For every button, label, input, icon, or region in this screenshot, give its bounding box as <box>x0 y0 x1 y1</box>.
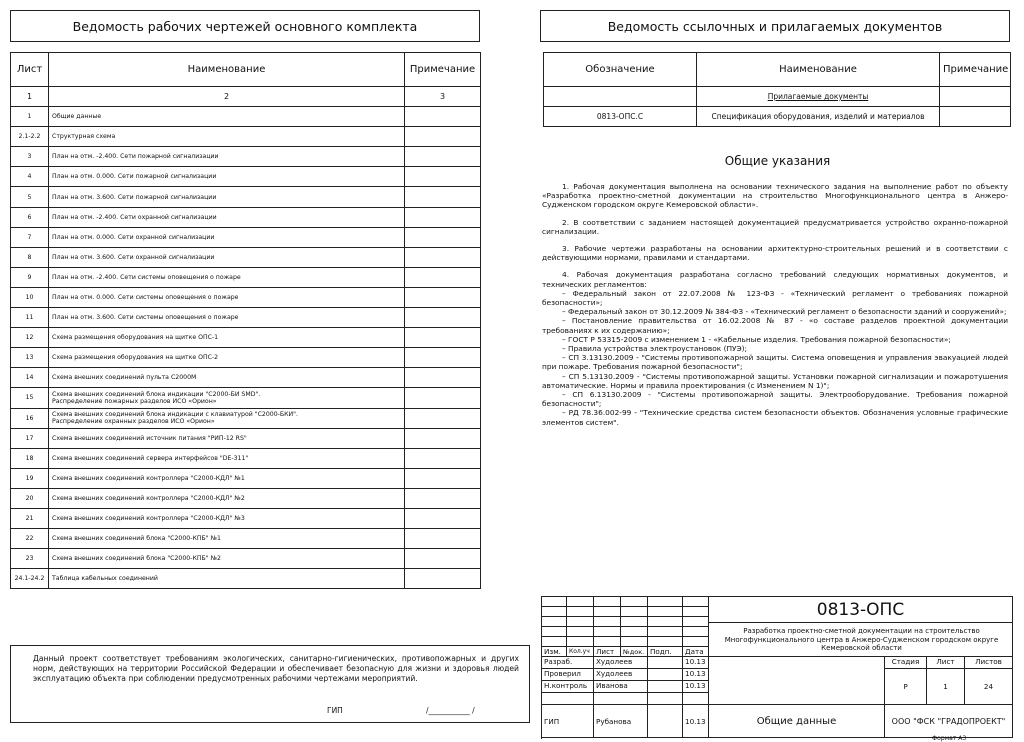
register-sheet-name: Схема внешних соединений контроллера "С2000-КДЛ" №1 <box>49 468 405 488</box>
stamp-col-count: Кол.уч <box>567 647 594 657</box>
register-sheet-number: 12 <box>11 328 49 348</box>
register-sheet-note <box>405 388 481 408</box>
general-note-4: 4. Рабочая документация разработана согласно требований следующих нормативных документов, и технических регламентов: <box>542 270 1008 289</box>
register-sheet-note <box>405 167 481 187</box>
register-row <box>11 368 481 388</box>
organization: ООО "ФСК "ГРАДОПРОЕКТ" <box>885 705 1013 738</box>
document-code: 0813-ОПС <box>709 597 1013 623</box>
signature-line: /___________ / <box>426 706 475 715</box>
date-developer: 10.13 <box>683 657 709 669</box>
register-sheet-name: Схема внешних соединений блока "С2000-КПБ" №2 <box>49 549 405 569</box>
register-sheet-note <box>405 529 481 549</box>
register-sheet-name: План на отм. 3.600. Сети охранной сигнализации <box>49 247 405 267</box>
register-row <box>11 287 481 307</box>
register-row <box>11 127 481 147</box>
register-sheet-number: 10 <box>11 287 49 307</box>
register-sheet-number: 6 <box>11 207 49 227</box>
title-block <box>541 596 1013 739</box>
chief-engineer-label: ГИП <box>327 706 343 715</box>
header-sheet: Лист <box>11 53 49 87</box>
stamp-col-sign: Подп. <box>648 647 683 657</box>
register-sheet-note <box>405 549 481 569</box>
register-row <box>11 408 481 428</box>
references-table <box>543 52 1011 127</box>
register-row <box>11 448 481 468</box>
register-row <box>11 167 481 187</box>
register-sheet-note <box>405 488 481 508</box>
regulation-item: – СП 6.13130.2009 - "Системы противопожарной защиты. Электрооборудование. Требования пожарной безопасности"; <box>542 390 1008 409</box>
register-sheet-number: 3 <box>11 147 49 167</box>
register-sheet-name: План на отм. 3.600. Сети пожарной сигнализации <box>49 187 405 207</box>
register-row <box>11 508 481 528</box>
register-sheet-name: План на отм. -2.400. Сети пожарной сигнализации <box>49 147 405 167</box>
register-sheet-note <box>405 107 481 127</box>
stamp-col-sheet: Лист <box>594 647 621 657</box>
references-row <box>544 107 1011 127</box>
register-sheet-number: 22 <box>11 529 49 549</box>
register-sheet-note <box>405 267 481 287</box>
register-sheet-name: Схема внешних соединений сервера интерфейсов "DE-311" <box>49 448 405 468</box>
register-sheet-number: 8 <box>11 247 49 267</box>
register-row <box>11 428 481 448</box>
register-sheet-number: 13 <box>11 348 49 368</box>
regulation-item: – Правила устройства электроустановок (ПУЭ); <box>562 344 748 354</box>
register-sheet-note <box>405 348 481 368</box>
register-sheet-number: 18 <box>11 448 49 468</box>
role-developer: Разраб. <box>542 657 594 669</box>
regulation-item: – ГОСТ Р 53315-2009 с изменением 1 - «Кабельные изделия. Требования пожарной безопасности»; <box>562 334 951 344</box>
register-row <box>11 267 481 287</box>
general-notes-body <box>542 182 1008 427</box>
register-row <box>11 488 481 508</box>
register-sheet-name: Схема внешних соединений источник питания "РИП-12 RS" <box>49 428 405 448</box>
register-sheet-note <box>405 428 481 448</box>
general-note-1: 1. Рабочая документация выполнена на основании технического задания на выполнение работ по объекту «Разработка проектно-сметной документации на строительство Многофункционального центра в Анжеро-Судженском городском округе Кемеровской области». <box>542 182 1008 210</box>
register-row <box>11 549 481 569</box>
ref-name: Спецификация оборудования, изделий и материалов <box>697 107 940 127</box>
date-norm-control: 10.13 <box>683 681 709 693</box>
register-sheet-name: Схема внешних соединений контроллера "С2000-КДЛ" №2 <box>49 488 405 508</box>
register-sheet-note <box>405 448 481 468</box>
register-sheet-note <box>405 287 481 307</box>
register-sheet-note <box>405 227 481 247</box>
register-row <box>11 227 481 247</box>
stage-value: Р <box>885 669 927 705</box>
register-title: Ведомость рабочих чертежей основного комплекта <box>10 10 480 42</box>
role-norm-control: Н.контроль <box>542 681 594 693</box>
register-row <box>11 107 481 127</box>
register-sheet-name: Схема размещения оборудования на щитке ОПС-2 <box>49 348 405 368</box>
regulation-item: – СП 5.13130.2009 - "Системы противопожарной защиты. Установки пожарной сигнализации и пожаротушения автоматические. Нормы и правила проектирования (с Изменением N 1)"; <box>542 371 1008 390</box>
register-sheet-number: 5 <box>11 187 49 207</box>
stamp-col-date: Дата <box>683 647 709 657</box>
project-title: Разработка проектно-сметной документации на строительство Многофункционального центра в Анжеро-Судженском городском округе Кемеровской области <box>709 623 1013 657</box>
register-table <box>10 52 481 589</box>
register-header-row <box>11 53 481 87</box>
register-sheet-name <box>49 388 405 408</box>
register-sheet-number: 19 <box>11 468 49 488</box>
register-sheet-name: Схема внешних соединений пульта С2000М <box>49 368 405 388</box>
register-sheet-note <box>405 368 481 388</box>
references-title: Ведомость ссылочных и прилагаемых документов <box>540 10 1010 42</box>
register-sheet-number: 2.1-2.2 <box>11 127 49 147</box>
register-sheet-note <box>405 508 481 528</box>
name-developer: Худолеев <box>594 657 648 669</box>
register-sheet-name-line1: Схема внешних соединений блока индикации "С2000-БИ SMD". <box>52 390 261 398</box>
stamp-col-change: Изм. <box>542 647 567 657</box>
register-sheet-number: 9 <box>11 267 49 287</box>
register-sheet-note <box>405 187 481 207</box>
regulation-item: – Постановление правительства от 16.02.2008 № 87 - «о составе разделов проектной документации требованиях к их содержанию»; <box>542 316 1008 335</box>
stamp-col-doc: №док. <box>621 647 648 657</box>
regulation-item: – СП 3.13130.2009 - "Системы противопожарной защиты. Система оповещения и управления эвакуацией людей при пожаре. Требования пожарной безопасности"; <box>542 353 1008 372</box>
register-row <box>11 348 481 368</box>
ref-header-name: Наименование <box>697 53 940 87</box>
sheets-value: 24 <box>965 669 1013 705</box>
ref-header-code: Обозначение <box>544 53 697 87</box>
sheet-value: 1 <box>927 669 965 705</box>
register-sheet-name <box>49 408 405 428</box>
general-note-2: 2. В соответствии с заданием настоящей документацией предусматривается устройство охранно-пожарной сигнализации. <box>542 217 1008 236</box>
register-sheet-note <box>405 207 481 227</box>
ref-code: 0813-ОПС.С <box>544 107 697 127</box>
general-note-3: 3. Рабочие чертежи разработаны на основании архитектурно-строительных решений и в соответствии с действующими нормами, правилами и стандартами. <box>542 244 1008 263</box>
header-name: Наименование <box>49 53 405 87</box>
register-sheet-number: 15 <box>11 388 49 408</box>
sheet-header: Лист <box>927 657 965 669</box>
general-notes-title: Общие указания <box>724 154 831 168</box>
register-sheet-name-line2: Распределение пожарных разделов ИСО «Орион» <box>52 397 217 405</box>
register-sheet-name: Структурная схема <box>49 127 405 147</box>
register-index-row <box>11 87 481 107</box>
compliance-note <box>10 645 530 723</box>
section-attached-docs: Прилагаемые документы <box>697 87 940 107</box>
register-sheet-name: Схема внешних соединений блока "С2000-КПБ" №1 <box>49 529 405 549</box>
register-sheet-number: 20 <box>11 488 49 508</box>
register-row <box>11 247 481 267</box>
register-sheet-note <box>405 468 481 488</box>
regulation-item: – РД 78.36.002-99 - "Технические средства систем безопасности объектов. Обозначения условные графические элементов систем". <box>542 408 1008 427</box>
compliance-text: Данный проект соответствует требованиям экологических, санитарно-гигиенических, противопожарных и других норм, действующих на территории Российской Федерации и обеспечивает безопасную для жизни и здоровья людей эксплуатацию объекта при соблюдении предусмотренных рабочими чертежами мероприятий. <box>33 654 519 683</box>
index-3: 3 <box>405 87 481 107</box>
register-sheet-number: 1 <box>11 107 49 127</box>
date-checker: 10.13 <box>683 669 709 681</box>
register-sheet-name: План на отм. 0.000. Сети охранной сигнализации <box>49 227 405 247</box>
register-sheet-name-line1: Схема внешних соединений блока индикации с клавиатурой "С2000-БКИ". <box>52 411 298 419</box>
register-sheet-name: План на отм. 0.000. Сети системы оповещения о пожаре <box>49 287 405 307</box>
regulations-list <box>542 289 1008 427</box>
regulation-item: – Федеральный закон от 22.07.2008 № 123-ФЗ - «Технический регламент о требованиях пожарной безопасности»; <box>542 288 1008 308</box>
register-sheet-note <box>405 408 481 428</box>
stage-header: Стадия <box>885 657 927 669</box>
references-header-row <box>544 53 1011 87</box>
header-note: Примечание <box>405 53 481 87</box>
ref-header-note: Примечание <box>940 53 1011 87</box>
sheets-header: Листов <box>965 657 1013 669</box>
register-sheet-note <box>405 569 481 589</box>
register-row <box>11 388 481 408</box>
name-norm-control: Иванова <box>594 681 648 693</box>
register-sheet-number: 23 <box>11 549 49 569</box>
regulation-item: – Федеральный закон от 30.12.2009 № 384-ФЗ - «Технический регламент о безопасности зданий и сооружений»; <box>562 307 1007 317</box>
register-sheet-note <box>405 247 481 267</box>
register-sheet-note <box>405 328 481 348</box>
register-sheet-name: Схема внешних соединений контроллера "С2000-КДЛ" №3 <box>49 508 405 528</box>
register-sheet-name: Схема размещения оборудования на щитке ОПС-1 <box>49 328 405 348</box>
ref-note <box>940 107 1011 127</box>
role-chief-engineer: ГИП <box>542 705 594 738</box>
date-chief-engineer: 10.13 <box>683 705 709 738</box>
register-row <box>11 569 481 589</box>
register-row <box>11 207 481 227</box>
register-sheet-note <box>405 308 481 328</box>
register-sheet-note <box>405 147 481 167</box>
index-1: 1 <box>11 87 49 107</box>
index-2: 2 <box>49 87 405 107</box>
name-checker: Худолеев <box>594 669 648 681</box>
register-row <box>11 147 481 167</box>
register-sheet-number: 4 <box>11 167 49 187</box>
register-sheet-number: 24.1-24.2 <box>11 569 49 589</box>
register-row <box>11 529 481 549</box>
register-row <box>11 328 481 348</box>
register-sheet-name: План на отм. 0.000. Сети пожарной сигнализации <box>49 167 405 187</box>
register-sheet-name: План на отм. -2.400. Сети охранной сигнализации <box>49 207 405 227</box>
register-sheet-name: Таблица кабельных соединений <box>49 569 405 589</box>
sheet-format: Формат А3 <box>932 735 967 742</box>
register-sheet-number: 11 <box>11 308 49 328</box>
register-sheet-name: План на отм. 3.600. Сети системы оповещения о пожаре <box>49 308 405 328</box>
register-row <box>11 308 481 328</box>
register-sheet-number: 16 <box>11 408 49 428</box>
register-sheet-number: 7 <box>11 227 49 247</box>
register-sheet-note <box>405 127 481 147</box>
register-sheet-name: Общие данные <box>49 107 405 127</box>
role-checker: Проверил <box>542 669 594 681</box>
register-sheet-number: 21 <box>11 508 49 528</box>
register-row <box>11 468 481 488</box>
register-sheet-name-line2: Распределение охранных разделов ИСО «Орион» <box>52 418 215 426</box>
sheet-name: Общие данные <box>709 705 885 738</box>
register-row <box>11 187 481 207</box>
name-chief-engineer: Рубанова <box>594 705 648 738</box>
register-sheet-name: План на отм. -2.400. Сети системы оповещения о пожаре <box>49 267 405 287</box>
references-section-row <box>544 87 1011 107</box>
register-sheet-number: 17 <box>11 428 49 448</box>
register-sheet-number: 14 <box>11 368 49 388</box>
